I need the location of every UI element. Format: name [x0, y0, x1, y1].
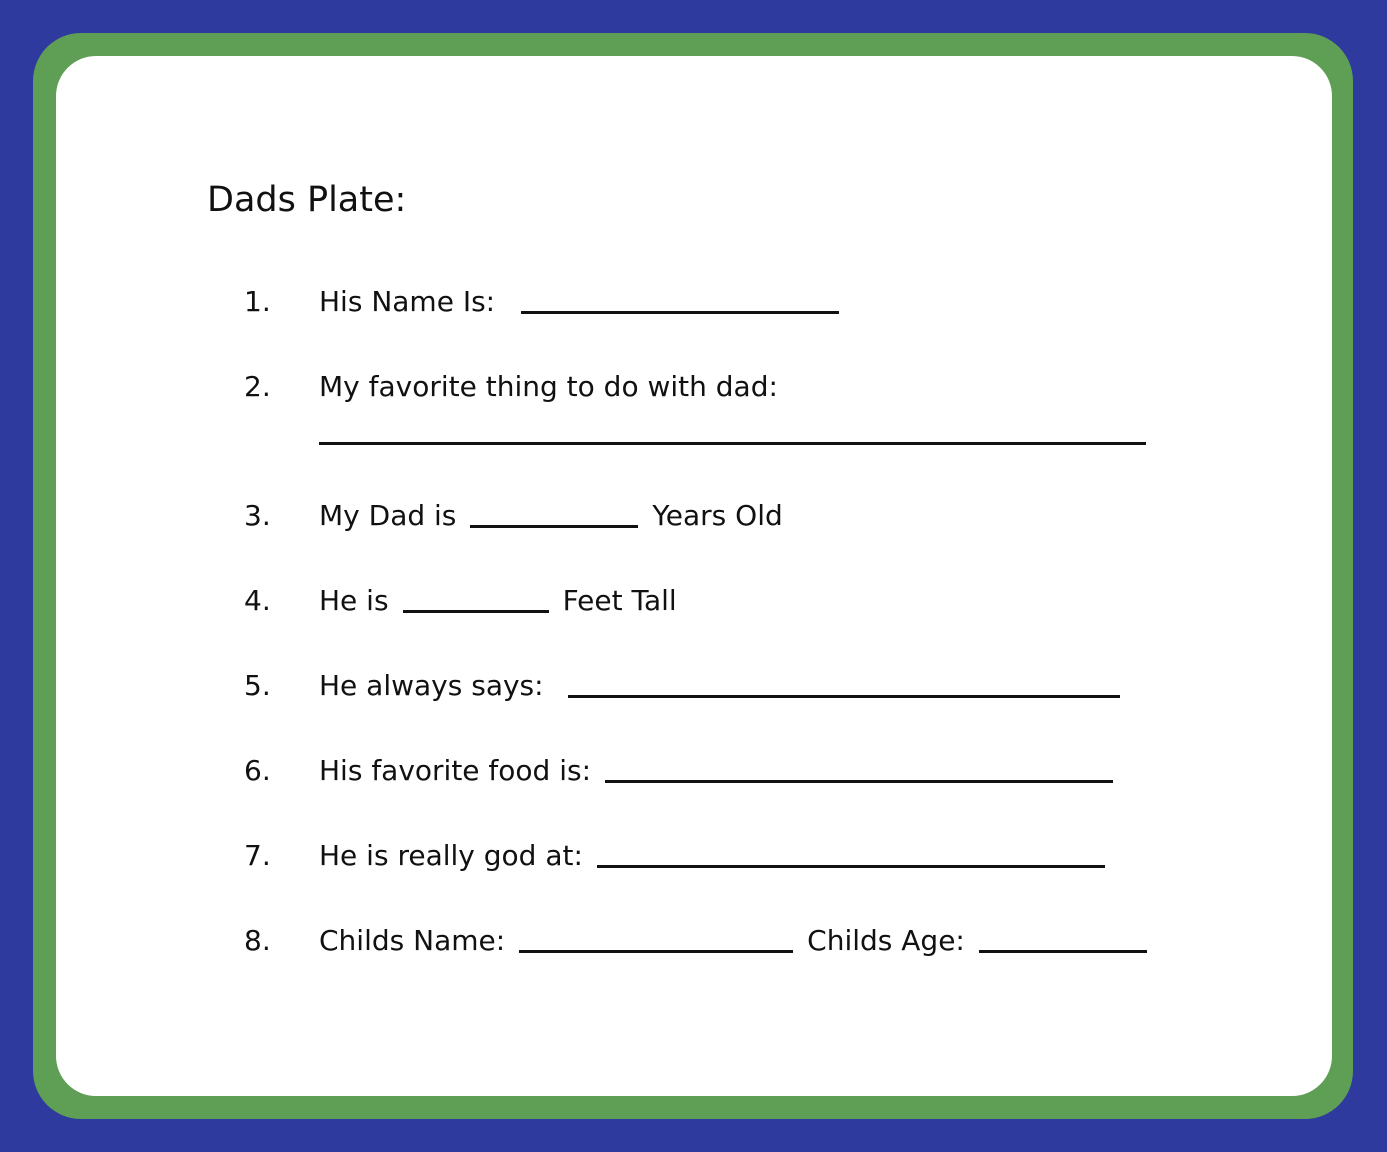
item-number: 8.: [244, 924, 271, 957]
item-label-before: My Dad is: [319, 499, 457, 532]
item-really-good-at: [319, 839, 1105, 872]
item-number: 3.: [244, 499, 271, 532]
item-dad-height: [319, 584, 677, 617]
child-age-label: Childs Age:: [807, 924, 965, 957]
item-label: He always says:: [319, 669, 544, 702]
item-number: 7.: [244, 839, 271, 872]
item-child-info: [319, 924, 1147, 957]
item-label: His favorite food is:: [319, 754, 592, 787]
child-name-blank[interactable]: [519, 950, 793, 953]
page-title: Dads Plate:: [207, 180, 407, 220]
item-label-after: Years Old: [652, 499, 783, 532]
item-label-before: He is: [319, 584, 389, 617]
item-label-after: Feet Tall: [562, 584, 677, 617]
item-number: 4.: [244, 584, 271, 617]
item-number: 1.: [244, 285, 271, 318]
item-label: He is really god at:: [319, 839, 583, 872]
always-says-blank[interactable]: [568, 695, 1120, 698]
item-favorite-food: [319, 754, 1113, 787]
item-number: 5.: [244, 669, 271, 702]
dad-age-blank[interactable]: [470, 525, 638, 528]
his-name-blank[interactable]: [521, 311, 839, 314]
child-age-blank[interactable]: [979, 950, 1147, 953]
child-name-label: Childs Name:: [319, 924, 506, 957]
dad-height-blank[interactable]: [403, 610, 549, 613]
really-good-at-blank[interactable]: [597, 865, 1105, 868]
item-label: His Name Is:: [319, 285, 496, 318]
favorite-food-blank[interactable]: [605, 780, 1113, 783]
favorite-thing-blank[interactable]: [319, 442, 1146, 445]
item-number: 6.: [244, 754, 271, 787]
item-always-says: [319, 669, 1120, 702]
item-his-name: [319, 285, 839, 318]
item-dad-age: [319, 499, 783, 532]
item-number: 2.: [244, 370, 271, 403]
item-favorite-thing: [319, 370, 778, 403]
item-label: My favorite thing to do with dad:: [319, 370, 778, 403]
